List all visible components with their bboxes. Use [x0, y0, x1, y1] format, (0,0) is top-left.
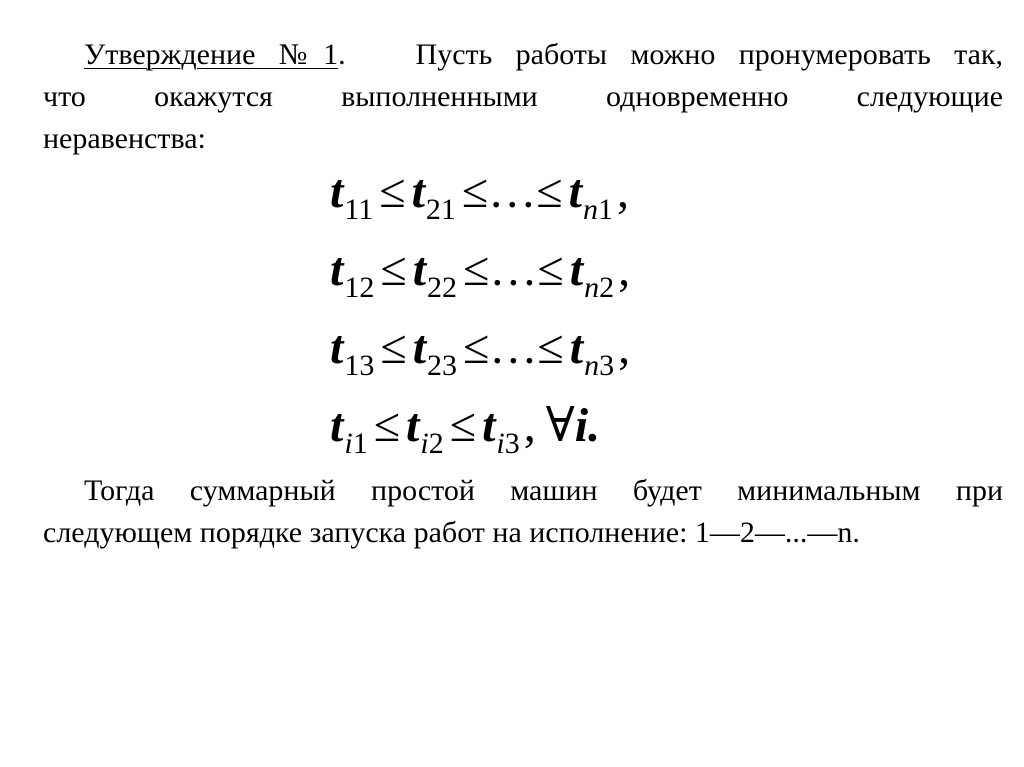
formula-subscript: n2 [584, 271, 615, 304]
forall-symbol: ∀ [545, 399, 575, 452]
formula-period: . [588, 399, 601, 452]
conclusion-line-1 [43, 470, 1003, 512]
formula-term: t [330, 165, 344, 218]
formula-term: t [569, 321, 584, 374]
formula-operator: ≤ [380, 243, 407, 296]
formula-term: t [330, 243, 344, 296]
formula-operator: ≤ [379, 165, 406, 218]
formula-subscript: i3 [496, 427, 520, 460]
formula-operator: ≤…≤ [461, 165, 563, 218]
formula-operator: ≤…≤ [463, 321, 564, 374]
conclusion-text-1: Тогда суммарный простой машин будет минимальным при [84, 474, 1003, 507]
claim-text-1: Пусть работы можно пронумеровать так, [415, 38, 1003, 71]
formula-term: t [568, 165, 582, 218]
formula-operator: ≤ [449, 399, 477, 452]
conclusion-paragraph [43, 470, 1003, 554]
formula-comma: , [618, 243, 631, 296]
formula-subscript: 13 [344, 349, 375, 382]
formula-operator: ≤ [373, 399, 401, 452]
claim-line-2: что окажутся выполненными одновременно следующие [43, 80, 1003, 113]
formula-subscript: n1 [582, 193, 613, 226]
formula-subscript: 23 [427, 349, 458, 382]
formula-comma: , [523, 399, 536, 452]
formula-term: t [482, 399, 496, 452]
formula-subscript: 12 [344, 271, 375, 304]
formula-row-1 [330, 165, 750, 246]
formula-term: t [412, 321, 427, 374]
formula-row-2 [330, 243, 750, 324]
formula-variable: i [574, 399, 589, 452]
formula-subscript: 21 [425, 193, 456, 226]
claim-heading-punct: . [338, 38, 346, 71]
formula-operator: ≤ [380, 321, 407, 374]
formula-comma: , [616, 165, 629, 218]
claim-line-3: неравенства: [43, 122, 206, 155]
formula-subscript: i2 [420, 427, 444, 460]
formula-term: t [411, 165, 425, 218]
claim-paragraph [43, 34, 1003, 160]
formula-term: t [406, 399, 420, 452]
formula-row-4 [330, 399, 750, 480]
formula-operator: ≤…≤ [463, 243, 564, 296]
formula-term: t [330, 321, 344, 374]
formula-comma: , [618, 321, 631, 374]
formula-subscript: n3 [584, 349, 615, 382]
formula-term: t [330, 399, 344, 452]
formula-term: t [569, 243, 584, 296]
conclusion-line-2: следующем порядке запуска работ на исполнение: 1—2—...—n. [43, 516, 860, 549]
claim-line-1 [43, 34, 1003, 76]
formula-row-3 [330, 321, 750, 402]
formula-term: t [412, 243, 427, 296]
formula-subscript: 11 [344, 193, 374, 226]
claim-heading: Утверждение №1 [84, 38, 339, 71]
formula-subscript: 22 [427, 271, 458, 304]
inequalities-block [330, 165, 750, 480]
formula-subscript: i1 [344, 427, 368, 460]
